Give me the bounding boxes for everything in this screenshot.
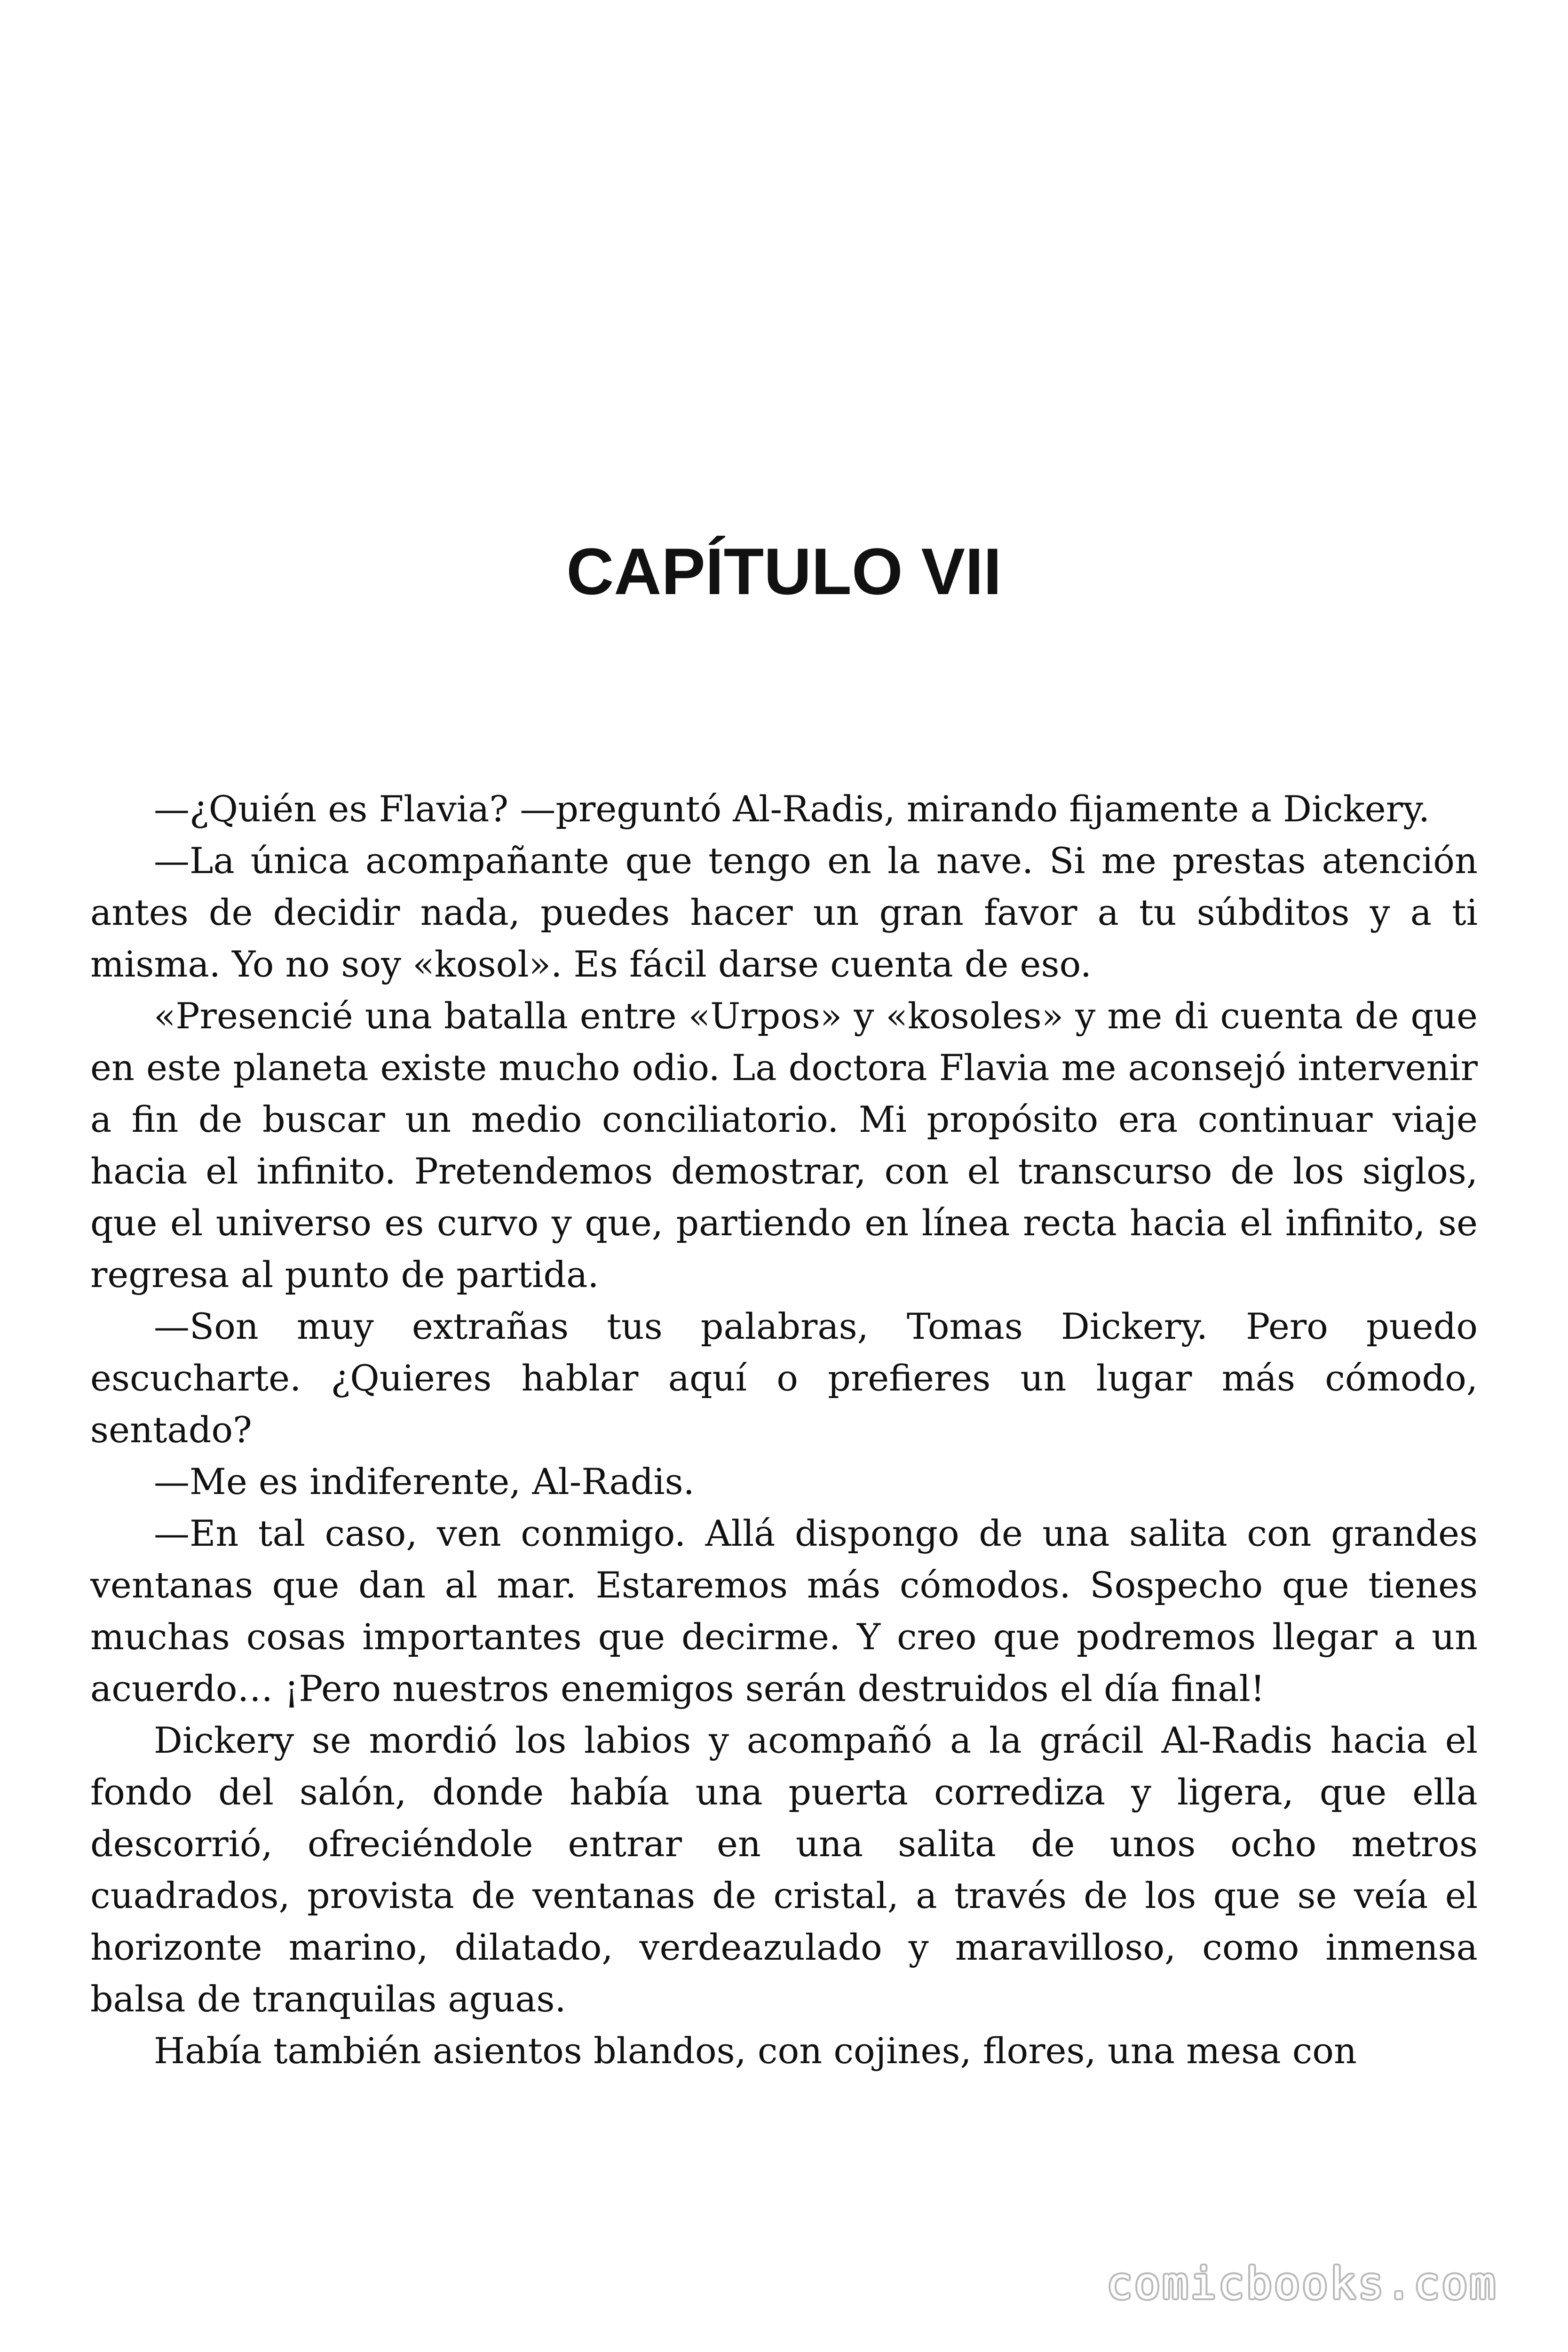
paragraph: —¿Quién es Flavia? —preguntó Al-Radis, mirando fijamente a Dickery. [154, 788, 1430, 830]
paragraph: —En tal caso, ven conmigo. Allá dispongo de una salita con grandes ventanas que dan al mar. Estaremos más cómodos. Sospecho que tienes muchas cosas importantes que decirme. Y creo que podremos llegar a un acuerdo… ¡Pero nuestros enemigos serán destruidos el día final! [90, 1512, 1478, 1709]
chapter-body [90, 783, 1478, 2077]
paragraph: —La única acompañante que tengo en la nave. Si me prestas atención antes de decidir nada, puedes hacer un gran favor a tu súbditos y a ti misma. Yo no soy «kosol». Es fácil darse cuenta de eso. [90, 840, 1478, 985]
watermark: comicbooks.com [1106, 2258, 1497, 2309]
paragraph: «Presencié una batalla entre «Urpos» y «kosoles» y me di cuenta de que en este planeta existe mucho odio. La doctora Flavia me aconsejó intervenir a fin de buscar un medio conciliatorio. Mi propósito era continuar viaje hacia el infinito. Pretendemos demostrar, con el transcurso de los siglos, que el universo es curvo y que, partiendo en línea recta hacia el infinito, se regresa al punto de partida. [90, 995, 1478, 1295]
paragraph: —Me es indiferente, Al-Radis. [154, 1461, 695, 1502]
paragraph: —Son muy extrañas tus palabras, Tomas Dickery. Pero puedo escucharte. ¿Quieres hablar aquí o prefieres un lugar más cómodo, sentado? [90, 1305, 1478, 1451]
chapter-title: CAPÍTULO VII [566, 534, 1002, 608]
paragraph: Había también asientos blandos, con cojines, flores, una mesa con [154, 2030, 1357, 2072]
paragraph: Dickery se mordió los labios y acompañó a la grácil Al-Radis hacia el fondo del salón, donde había una puerta corrediza y ligera, que ella descorrió, ofreciéndole entrar en una salita de unos ocho metros cuadrados, provista de ventanas de cristal, a través de los que se veía el horizonte marino, dilatado, verdeazulado y maravilloso, como inmensa balsa de tranquilas aguas. [90, 1719, 1478, 2020]
